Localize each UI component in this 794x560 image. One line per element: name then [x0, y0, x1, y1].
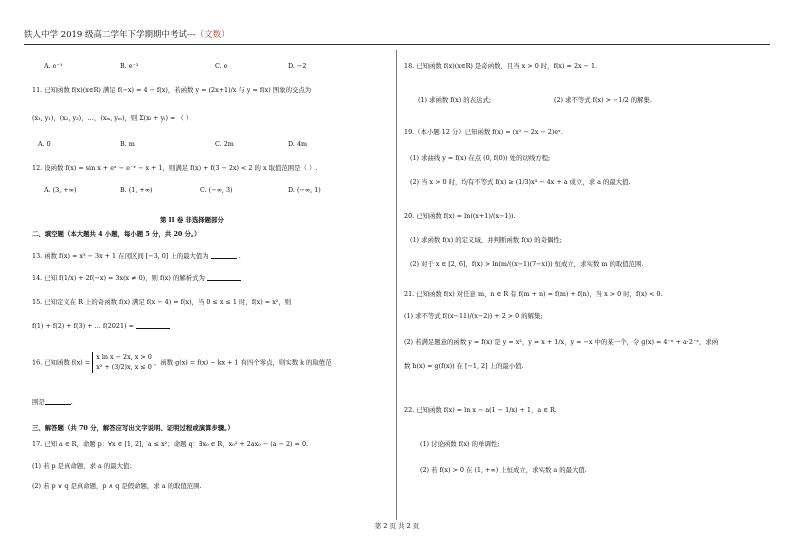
q14-text: 14. 已知 f(1/x) + 2f(−x) = 3x(x ≠ 0)，则 f(x) 的解析式为: [32, 274, 205, 282]
q17-stem: 17. 已知 a ∈ R，命题 p：∀x ∈ [1, 2]，a ≤ x²；命题 q：∃x₀ ∈ R，x₀² + 2ax₀ − (a − 2) = 0.: [32, 440, 309, 448]
q15-stem: 15. 已知定义在 R 上的奇函数 f(x) 满足 f(x − 4) = f(x)，当 0 ≤ x ≤ 1 时，f(x) = x²，则: [32, 298, 292, 306]
q10-option-c: C. e: [215, 62, 228, 70]
q16-prefix: 16. 已知函数 f(x) =: [32, 358, 91, 367]
q12-option-b: B. (1, +∞): [120, 186, 153, 194]
q22-part1: (1) 讨论函数 f(x) 的单调性;: [420, 440, 500, 448]
q17-part2: (2) 若 p ∨ q 是真命题，p ∧ q 是假命题，求 a 的取值范围.: [32, 482, 202, 490]
q12-stem: 12. 设函数 f(x) = sin x + eˣ − e⁻ˣ − x + 1，则满足 f(x) + f(3 − 2x) < 2 的 x 取值范围是（ ）.: [32, 164, 318, 172]
q14-answer-blank[interactable]: [207, 274, 241, 281]
q22-part2: (2) 若 f(x) > 0 在 (1, +∞) 上恒成立，求实数 a 的最大值.: [420, 466, 587, 474]
q10-option-b: B. e⁻²: [120, 62, 139, 70]
q16-piecewise: [92, 352, 152, 373]
q20-stem: 20. 已知函数 f(x) = ln((x+1)/(x−1)).: [404, 212, 516, 220]
column-divider: [396, 50, 397, 520]
q21-part2: (2) 若满足题意的函数 y = f(x) 是 y = x²，y = x + 1/x，y = −x 中的某一个，令 g(x) = 4⁻ˣ + a·2⁻ˣ，求函: [404, 338, 719, 346]
q15-sum-text: f(1) + f(2) + f(3) + … f(2021) =: [32, 322, 134, 330]
q10-option-a: A. e⁻¹: [44, 62, 63, 70]
q13-text: 13. 函数 f(x) = x³ − 3x + 1 在闭区间 [−3, 0] 上的最大值为: [32, 252, 209, 260]
part-two-title: 第 II 卷 非选择题部分: [160, 216, 224, 224]
section-fill-in-title: 二、填空题（本大题共 4 小题，每小题 5 分，共 20 分。）: [32, 230, 201, 238]
q16-suffix: ，函数 g(x) = f(x) − kx + 1 有四个零点，则实数 k 的取值范: [153, 358, 332, 367]
q20-part2: (2) 对于 x ∈ [2, 6]，f(x) > ln(m/((x−1)(7−x))) 恒成立，求实数 m 的取值范围.: [410, 260, 644, 268]
q13-stem: 13. 函数 f(x) = x³ − 3x + 1 在闭区间 [−3, 0] 上的最大值为 .: [32, 252, 241, 260]
q16-stem: [32, 352, 332, 373]
q18-stem: 18. 已知函数 f(x)(x∈R) 是奇函数，且当 x > 0 时，f(x) = 2x − 1.: [404, 62, 598, 70]
q11-sum: (x₁, y₁)，(x₂, y₂)，…，(xₘ, yₘ)，则 Σ(xᵢ + yᵢ) = （ ）: [32, 114, 193, 122]
q13-answer-blank[interactable]: [211, 252, 237, 259]
q21-part2-cont: 数 h(x) = g(f(x)) 在 [−1, 2] 上的最小值.: [404, 362, 524, 370]
header-rule: [24, 44, 770, 45]
q22-stem: 22. 已知函数 f(x) = ln x − a(1 − 1/x) + 1，a ∈ R.: [404, 406, 557, 414]
q16-piece-2: x² + (3/2)x, x ≤ 0: [96, 363, 152, 372]
page-header: [24, 28, 230, 40]
header-title: 铁人中学 2019 级高二学年下学期期中考试---: [24, 30, 196, 40]
q11-option-d: D. 4m: [288, 140, 308, 148]
q10-option-d: D. −2: [288, 62, 307, 70]
page-footer: 第 2 页 共 2 页: [374, 522, 420, 530]
q16-answer-blank[interactable]: [45, 398, 71, 405]
q19-part1: (1) 求曲线 y = f(x) 在点 (0, f(0)) 处的切线方程;: [410, 154, 551, 162]
q16-tail: 围是 .: [32, 398, 73, 406]
q12-option-c: C. (−∞, 3): [200, 186, 233, 194]
header-subject: （文数）: [195, 30, 230, 40]
q11-option-b: B. m: [120, 140, 135, 148]
q11-option-c: C. 2m: [215, 140, 234, 148]
q16-tail-text: 围是: [32, 398, 45, 406]
q20-part1: (1) 求函数 f(x) 的定义域，并判断函数 f(x) 的奇偶性;: [410, 236, 562, 244]
q12-option-a: A. (3, +∞): [44, 186, 77, 194]
q14-stem: [32, 274, 241, 283]
q12-option-d: D. (−∞, 1): [288, 186, 321, 194]
q15-answer-blank[interactable]: [136, 322, 170, 329]
q19-part2: (2) 当 x > 0 时，均有不等式 f(x) ≥ (1/3)x³ − 4x + a 成立，求 a 的最大值.: [410, 178, 631, 186]
section-solve-title: 三、解答题（共 70 分，解答应写出文字说明、证明过程或演算步骤。）: [32, 424, 234, 432]
q11-option-a: A. 0: [38, 140, 51, 148]
q21-part1: (1) 求不等式 f((x−11)/(x−2)) + 2 > 0 的解集;: [404, 312, 543, 320]
q15-sum: [32, 322, 170, 331]
q11-stem: 11. 已知函数 f(x)(x∈R) 满足 f(−x) = 4 − f(x)，若函数 y = (2x+1)/x 与 y = f(x) 图象的交点为: [32, 86, 312, 94]
q18-part1: (1) 求函数 f(x) 的表达式;: [418, 96, 491, 104]
q21-stem: 21. 已知函数 f(x) 对任意 m、n ∈ R 有 f(m + n) = f(m) + f(n)，当 x > 0 时，f(x) < 0.: [404, 290, 663, 298]
q17-part1: (1) 若 p 是真命题，求 a 的最大值；: [32, 462, 136, 470]
q16-piece-1: x ln x − 2x, x > 0: [96, 353, 152, 361]
q19-stem: 19.（本小题 12 分）已知函数 f(x) = (x² − 2x − 2)eˣ.: [404, 128, 563, 136]
q18-part2: (2) 求不等式 f(x) > −1/2 的解集.: [554, 96, 652, 104]
